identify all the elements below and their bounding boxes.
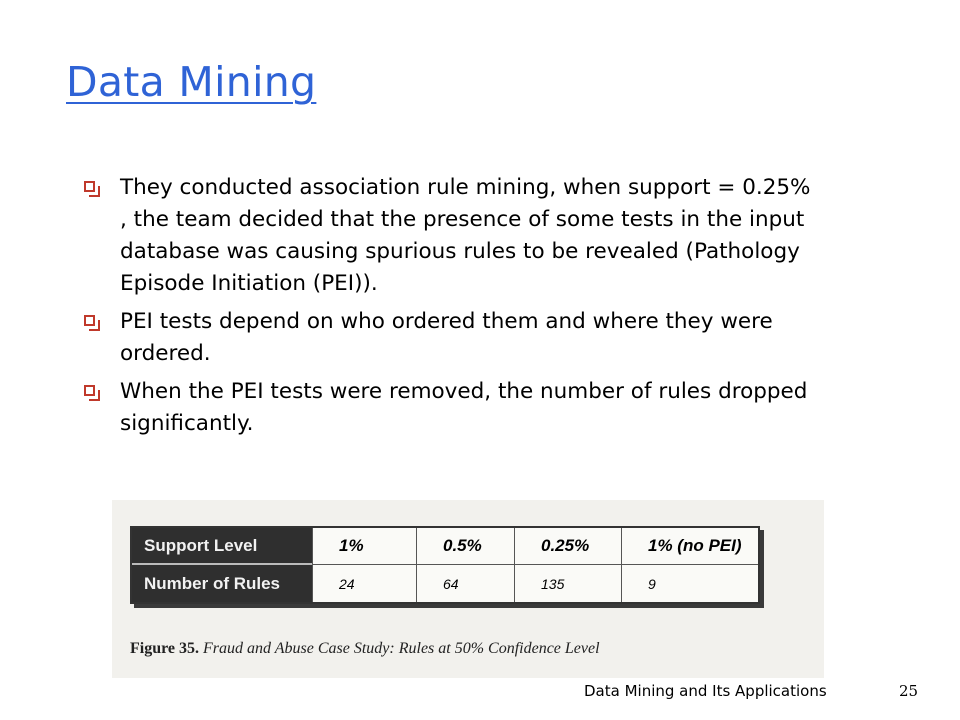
rule-count-cell: 64	[416, 565, 514, 602]
scanned-figure	[112, 500, 824, 678]
checkbox-bullet-icon	[84, 385, 95, 396]
bullet-item	[84, 376, 824, 440]
caption-label: Figure 35.	[130, 640, 200, 657]
slide-footer: Data Mining and Its Applications	[584, 682, 827, 700]
bullet-text: They conducted association rule mining, when support = 0.25% , the team decided that the presence of some tests in the input database was causing spurious rules to be revealed (Pathology Episode Initiation (PEI)).	[120, 175, 811, 296]
bullet-text: PEI tests depend on who ordered them and where they were ordered.	[120, 309, 773, 366]
checkbox-bullet-icon	[84, 181, 95, 192]
figure-caption	[130, 640, 600, 658]
slide-title: Data Mining	[66, 58, 317, 106]
page-number: 25	[899, 682, 919, 700]
row-header-number-of-rules: Number of Rules	[132, 565, 312, 602]
rule-count-cell: 24	[312, 565, 416, 602]
bullet-item	[84, 306, 824, 370]
support-level-cell: 0.5%	[416, 528, 514, 565]
bullet-item	[84, 172, 824, 300]
caption-text: Fraud and Abuse Case Study: Rules at 50% Confidence Level	[203, 640, 600, 657]
bullet-list	[84, 172, 824, 446]
row-header-support-level: Support Level	[132, 528, 312, 565]
support-level-cell: 1%	[312, 528, 416, 565]
rule-count-cell: 135	[514, 565, 621, 602]
bullet-text: When the PEI tests were removed, the number of rules dropped significantly.	[120, 379, 808, 436]
rule-count-cell: 9	[621, 565, 758, 602]
rules-table	[130, 526, 760, 604]
support-level-cell: 0.25%	[514, 528, 621, 565]
checkbox-bullet-icon	[84, 315, 95, 326]
support-level-cell: 1% (no PEI)	[621, 528, 758, 565]
